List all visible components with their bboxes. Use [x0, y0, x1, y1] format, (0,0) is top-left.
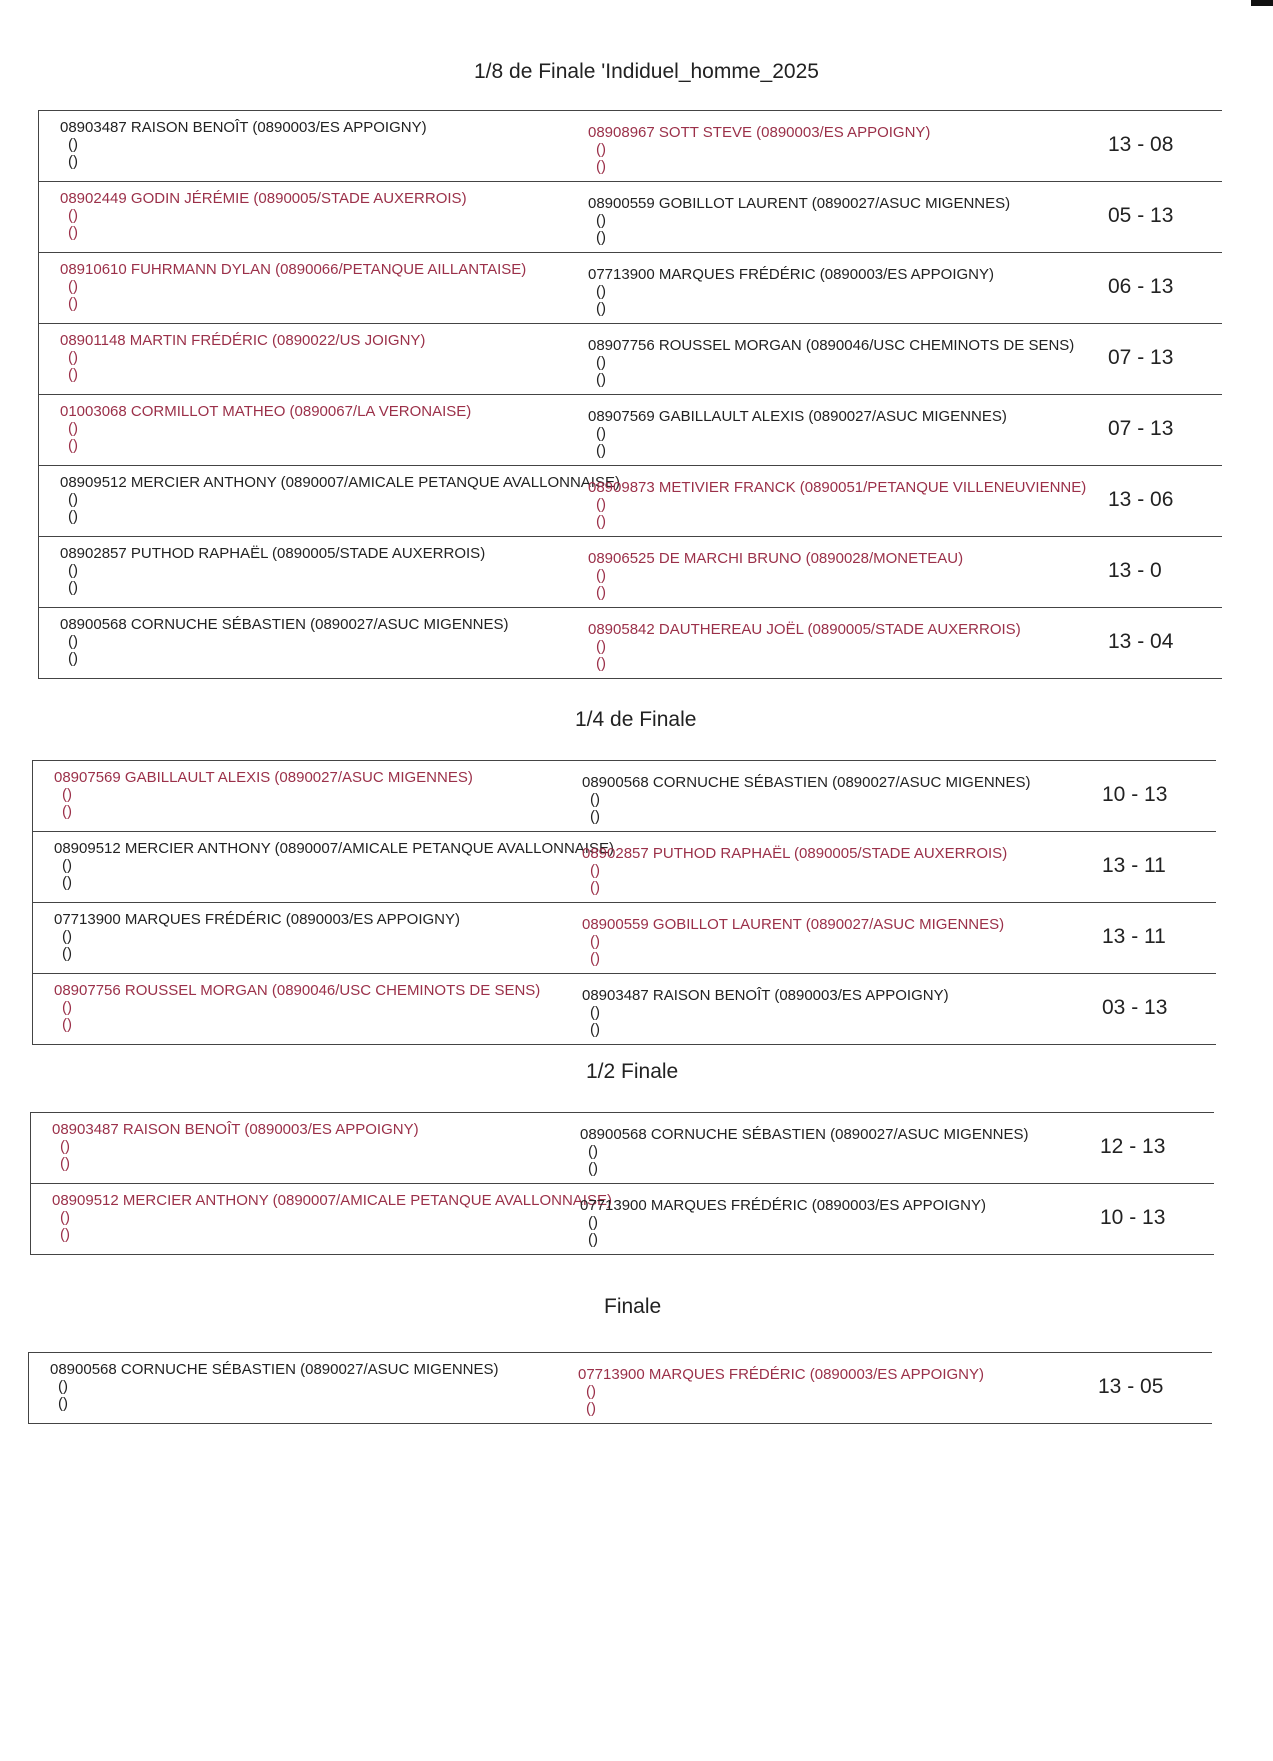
match-row [38, 182, 1222, 253]
player-detail: () [62, 928, 72, 945]
player-name: 08906525 DE MARCHI BRUNO (0890028/MONETEAU) [588, 550, 964, 567]
player-detail: () [596, 300, 606, 317]
player-detail: () [590, 808, 600, 825]
player-detail: () [588, 1143, 598, 1160]
player-detail: () [62, 945, 72, 962]
row-left-border [32, 974, 33, 1044]
player-right [588, 550, 963, 601]
player-name: 08910610 FUHRMANN DYLAN (0890066/PETANQUE AILLANTAISE) [60, 261, 527, 278]
player-right [582, 774, 1031, 825]
player-name: 08900568 CORNUCHE SÉBASTIEN (0890027/ASUC MIGENNES) [50, 1361, 499, 1378]
round-block-semi [30, 1112, 1214, 1255]
player-detail: () [588, 1160, 598, 1177]
player-detail: () [590, 950, 600, 967]
player-detail: () [596, 655, 606, 672]
player-detail: () [60, 1155, 70, 1172]
match-row [38, 466, 1222, 537]
match-row [32, 974, 1216, 1045]
player-name: 08900559 GOBILLOT LAURENT (0890027/ASUC MIGENNES) [588, 195, 1011, 212]
player-detail: () [596, 638, 606, 655]
round-title-eighth: 1/8 de Finale 'Indiduel_homme_2025 [474, 60, 819, 83]
player-right [588, 124, 930, 175]
match-score: 12 - 13 [1100, 1135, 1166, 1158]
match-score: 03 - 13 [1102, 996, 1168, 1019]
row-left-border [38, 537, 39, 607]
match-row [38, 324, 1222, 395]
match-row [32, 832, 1216, 903]
player-detail: () [590, 1021, 600, 1038]
player-detail: () [68, 491, 78, 508]
player-right [582, 916, 1004, 967]
match-score: 06 - 13 [1108, 275, 1174, 298]
player-name: 08903487 RAISON BENOÎT (0890003/ES APPOIGNY) [582, 987, 949, 1004]
player-left [54, 769, 473, 820]
match-score: 13 - 04 [1108, 630, 1174, 653]
round-block-final [28, 1352, 1212, 1424]
round-title-semi: 1/2 Finale [586, 1060, 679, 1083]
match-score: 10 - 13 [1100, 1206, 1166, 1229]
player-right [588, 337, 1074, 388]
player-detail: () [60, 1226, 70, 1243]
player-name: 08901148 MARTIN FRÉDÉRIC (0890022/US JOIGNY) [60, 332, 426, 349]
player-detail: () [68, 633, 78, 650]
match-row [32, 760, 1216, 832]
row-left-border [38, 182, 39, 252]
player-left [60, 545, 485, 596]
player-left [54, 840, 614, 891]
player-right [588, 408, 1007, 459]
row-left-border [32, 903, 33, 973]
player-detail: () [590, 1004, 600, 1021]
player-detail: () [590, 879, 600, 896]
player-name: 08905842 DAUTHEREAU JOËL (0890005/STADE AUXERROIS) [588, 621, 1021, 638]
player-left [54, 911, 460, 962]
match-score: 13 - 05 [1098, 1375, 1164, 1398]
row-left-border [38, 608, 39, 678]
player-right [582, 845, 1007, 896]
match-row [38, 110, 1222, 182]
match-row [30, 1184, 1214, 1255]
player-name: 08902857 PUTHOD RAPHAËL (0890005/STADE AUXERROIS) [582, 845, 1008, 862]
player-detail: () [60, 1138, 70, 1155]
match-score: 13 - 08 [1108, 133, 1174, 156]
player-name: 07713900 MARQUES FRÉDÉRIC (0890003/ES APPOIGNY) [54, 911, 461, 928]
round-block-quarter [32, 760, 1216, 1045]
player-detail: () [68, 650, 78, 667]
player-detail: () [62, 803, 72, 820]
player-name: 08907756 ROUSSEL MORGAN (0890046/USC CHEMINOTS DE SENS) [588, 337, 1075, 354]
row-left-border [30, 1113, 31, 1183]
player-name: 07713900 MARQUES FRÉDÉRIC (0890003/ES APPOIGNY) [580, 1197, 987, 1214]
round-block-eighth [38, 110, 1222, 679]
player-detail: () [68, 136, 78, 153]
player-detail: () [58, 1378, 68, 1395]
scan-corner-mark [1251, 0, 1273, 6]
row-left-border [30, 1184, 31, 1254]
match-score: 07 - 13 [1108, 417, 1174, 440]
player-left [60, 403, 471, 454]
player-name: 08900559 GOBILLOT LAURENT (0890027/ASUC MIGENNES) [582, 916, 1005, 933]
player-detail: () [68, 224, 78, 241]
player-name: 08907569 GABILLAULT ALEXIS (0890027/ASUC MIGENNES) [54, 769, 473, 786]
player-detail: () [586, 1383, 596, 1400]
player-name: 08902857 PUTHOD RAPHAËL (0890005/STADE AUXERROIS) [60, 545, 486, 562]
player-detail: () [62, 999, 72, 1016]
player-left [60, 474, 620, 525]
player-detail: () [62, 857, 72, 874]
player-left [52, 1192, 612, 1243]
player-detail: () [62, 786, 72, 803]
row-left-border [32, 832, 33, 902]
player-detail: () [596, 229, 606, 246]
player-name: 08900568 CORNUCHE SÉBASTIEN (0890027/ASUC MIGENNES) [582, 774, 1031, 791]
player-name: 07713900 MARQUES FRÉDÉRIC (0890003/ES APPOIGNY) [588, 266, 995, 283]
match-row [32, 903, 1216, 974]
player-name: 01003068 CORMILLOT MATHEO (0890067/LA VERONAISE) [60, 403, 472, 420]
player-name: 08909512 MERCIER ANTHONY (0890007/AMICALE PETANQUE AVALLONNAISE) [60, 474, 620, 491]
row-left-border [32, 761, 33, 831]
player-name: 08907569 GABILLAULT ALEXIS (0890027/ASUC MIGENNES) [588, 408, 1007, 425]
player-detail: () [62, 874, 72, 891]
player-detail: () [596, 158, 606, 175]
player-detail: () [596, 371, 606, 388]
match-score: 13 - 11 [1102, 854, 1166, 877]
player-detail: () [596, 283, 606, 300]
player-detail: () [68, 508, 78, 525]
round-title-final: Finale [604, 1295, 662, 1318]
player-detail: () [68, 295, 78, 312]
player-detail: () [68, 278, 78, 295]
player-right [580, 1197, 986, 1248]
player-left [50, 1361, 499, 1412]
player-name: 08909512 MERCIER ANTHONY (0890007/AMICALE PETANQUE AVALLONNAISE) [52, 1192, 612, 1209]
player-name: 08908967 SOTT STEVE (0890003/ES APPOIGNY) [588, 124, 931, 141]
player-detail: () [590, 933, 600, 950]
player-name: 08909873 METIVIER FRANCK (0890051/PETANQUE VILLENEUVIENNE) [588, 479, 1087, 496]
row-left-border [38, 395, 39, 465]
player-detail: () [596, 212, 606, 229]
player-left [60, 119, 427, 170]
player-detail: () [68, 207, 78, 224]
match-row [38, 608, 1222, 679]
player-detail: () [68, 366, 78, 383]
player-name: 08903487 RAISON BENOÎT (0890003/ES APPOIGNY) [60, 119, 427, 136]
match-score: 07 - 13 [1108, 346, 1174, 369]
round-title-quarter: 1/4 de Finale [575, 708, 697, 731]
player-detail: () [60, 1209, 70, 1226]
player-detail: () [68, 437, 78, 454]
match-score: 13 - 11 [1102, 925, 1166, 948]
match-row [38, 537, 1222, 608]
player-left [60, 190, 467, 241]
player-detail: () [588, 1231, 598, 1248]
player-detail: () [68, 349, 78, 366]
player-detail: () [596, 496, 606, 513]
match-row [28, 1352, 1212, 1424]
player-right [588, 621, 1021, 672]
player-left [52, 1121, 419, 1172]
row-left-border [38, 466, 39, 536]
player-right [580, 1126, 1029, 1177]
player-detail: () [62, 1016, 72, 1033]
row-left-border [28, 1353, 29, 1423]
match-score: 10 - 13 [1102, 783, 1168, 806]
player-left [60, 616, 509, 667]
player-detail: () [596, 141, 606, 158]
row-left-border [38, 324, 39, 394]
player-detail: () [68, 420, 78, 437]
player-name: 08902449 GODIN JÉRÉMIE (0890005/STADE AUXERROIS) [60, 190, 467, 207]
player-detail: () [58, 1395, 68, 1412]
player-detail: () [586, 1400, 596, 1417]
player-detail: () [68, 579, 78, 596]
player-detail: () [590, 862, 600, 879]
player-name: 08900568 CORNUCHE SÉBASTIEN (0890027/ASUC MIGENNES) [60, 616, 509, 633]
match-row [38, 253, 1222, 324]
player-right [578, 1366, 984, 1417]
player-detail: () [590, 791, 600, 808]
player-detail: () [68, 562, 78, 579]
player-detail: () [68, 153, 78, 170]
row-left-border [38, 253, 39, 323]
player-left [54, 982, 540, 1033]
player-detail: () [596, 442, 606, 459]
player-right [582, 987, 949, 1038]
player-name: 07713900 MARQUES FRÉDÉRIC (0890003/ES APPOIGNY) [578, 1366, 985, 1383]
player-right [588, 195, 1010, 246]
player-name: 08900568 CORNUCHE SÉBASTIEN (0890027/ASUC MIGENNES) [580, 1126, 1029, 1143]
player-detail: () [596, 584, 606, 601]
match-row [30, 1112, 1214, 1184]
player-right [588, 479, 1086, 530]
player-left [60, 332, 425, 383]
player-right [588, 266, 994, 317]
player-name: 08909512 MERCIER ANTHONY (0890007/AMICALE PETANQUE AVALLONNAISE) [54, 840, 614, 857]
row-left-border [38, 111, 39, 181]
match-score: 13 - 0 [1108, 559, 1162, 582]
player-detail: () [596, 513, 606, 530]
player-detail: () [596, 425, 606, 442]
match-score: 05 - 13 [1108, 204, 1174, 227]
match-score: 13 - 06 [1108, 488, 1174, 511]
player-left [60, 261, 526, 312]
player-detail: () [596, 354, 606, 371]
player-name: 08903487 RAISON BENOÎT (0890003/ES APPOIGNY) [52, 1121, 419, 1138]
player-detail: () [588, 1214, 598, 1231]
player-name: 08907756 ROUSSEL MORGAN (0890046/USC CHEMINOTS DE SENS) [54, 982, 541, 999]
player-detail: () [596, 567, 606, 584]
match-row [38, 395, 1222, 466]
